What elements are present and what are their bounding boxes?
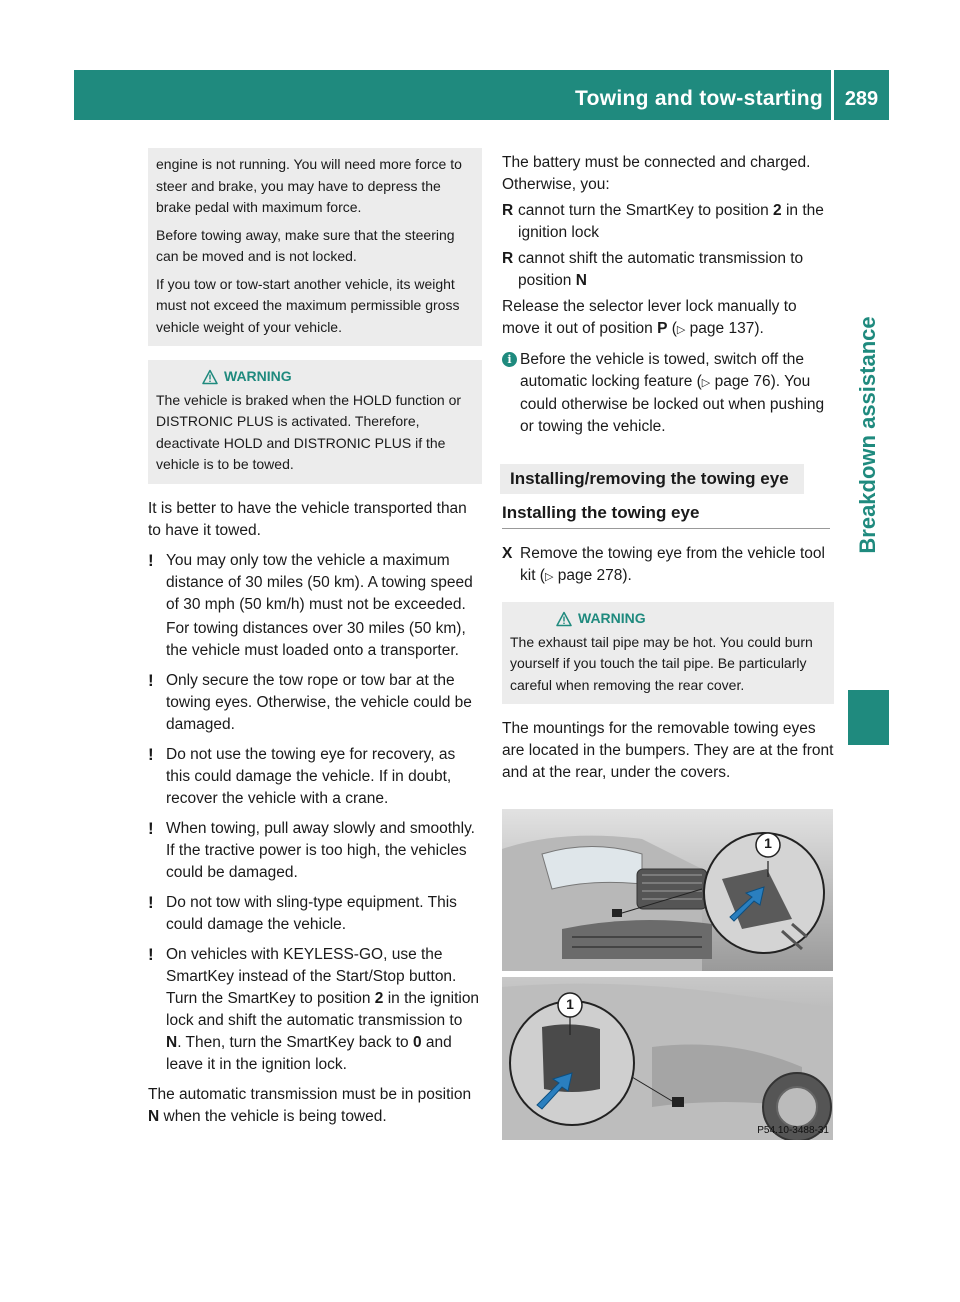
callout-number-1: 1: [566, 996, 574, 1012]
figure-code: P54.10-3488-31: [757, 1125, 829, 1136]
note-item: [148, 892, 482, 936]
front-bumper-photo: [502, 809, 833, 971]
step-marker: X: [502, 545, 513, 562]
page-number: 289: [834, 70, 889, 120]
note-item: [148, 818, 482, 884]
text-run: Remove the towing eye from the vehicle tool kit (: [520, 545, 825, 584]
note-text: When towing, pull away slowly and smoothly. If the tractive power is too high, the vehicles could be damaged.: [166, 819, 475, 881]
text-run: The automatic transmission must be in position: [148, 1085, 472, 1103]
page-reference: page 76). You could otherwise be locked out when pushing or towing the vehicle.: [520, 373, 825, 435]
text-run: . Then, turn the SmartKey back to: [177, 1033, 413, 1051]
side-tab-block: [848, 690, 889, 745]
exclamation-icon: !: [148, 892, 154, 912]
note-item: [148, 670, 482, 736]
outro-text: [148, 1084, 482, 1128]
note-item: [148, 550, 482, 662]
text-run: On vehicles with KEYLESS-GO, use the SmartKey instead of the Start/Stop button. Turn the SmartKey to position: [166, 945, 457, 1007]
warning-heading: [202, 366, 474, 388]
info-note: [502, 349, 834, 438]
page-reference: page 137).: [685, 320, 764, 337]
page-ref-arrow-icon: ▷: [701, 377, 711, 389]
exclamation-icon: !: [148, 670, 154, 690]
warning-label: WARNING: [578, 610, 646, 626]
note-text: [166, 944, 482, 1076]
text-run: and leave it in the ignition lock.: [166, 1033, 452, 1073]
page-ref-arrow-icon: ▷: [676, 324, 686, 336]
exclamation-icon: !: [148, 550, 154, 570]
warning-text: The vehicle is braked when the HOLD function or DISTRONIC PLUS is activated. Therefore, deactivate HOLD and DISTRONIC PLUS if the vehicle is to be towed.: [156, 391, 462, 472]
position-value: 2: [374, 989, 384, 1007]
warning-label: WARNING: [224, 368, 292, 384]
text-run: (: [667, 320, 677, 337]
note-item: [148, 744, 482, 810]
note-text: Only secure the tow rope or tow bar at the towing eyes. Otherwise, the vehicle could be damaged.: [166, 671, 472, 733]
text-run: Release the selector lever lock manually to move it out of position: [502, 298, 797, 337]
note-text: Do not use the towing eye for recovery, as this could damage the vehicle. If in doubt, recover the vehicle with a crane.: [166, 745, 456, 807]
release-text: [502, 296, 834, 341]
note-item-keyless: [148, 944, 482, 1076]
position-value: 0: [412, 1033, 422, 1051]
note-text: You may only tow the vehicle a maximum distance of 30 miles (50 km). A towing speed of 30 mph (50 km/h) must not be exceeded.: [166, 551, 473, 613]
instruction-step: [502, 543, 834, 588]
text-run: when the vehicle is being towed.: [159, 1107, 387, 1125]
position-value: 2: [773, 202, 782, 219]
warning-heading: [556, 608, 826, 630]
text-run: in the ignition lock and shift the automatic transmission to: [166, 989, 480, 1029]
exclamation-icon: !: [148, 944, 154, 964]
caution-text-3: If you tow or tow-start another vehicle, its weight must not exceed the maximum permissible gross vehicle weight of your vehicle.: [156, 275, 460, 335]
section-heading: Installing/removing the towing eye: [500, 464, 804, 494]
callout-number-1: 1: [764, 835, 772, 851]
warning-box-exhaust: [502, 602, 834, 704]
page-ref-arrow-icon: ▷: [544, 571, 554, 583]
bullet-item: [502, 248, 834, 292]
mountings-text: The mountings for the removable towing eyes are located in the bumpers. They are at the front and at the rear, under the covers.: [502, 720, 834, 781]
bullet-item: [502, 200, 834, 244]
left-column: [148, 152, 482, 1136]
warning-box-hold: [148, 360, 482, 484]
position-value: N: [166, 1033, 178, 1051]
side-tab-label: Breakdown assistance: [855, 316, 880, 554]
position-value: P: [657, 320, 668, 337]
battery-text: The battery must be connected and charged. Otherwise, you:: [502, 154, 811, 193]
warning-triangle-icon: [556, 611, 572, 627]
exclamation-icon: !: [148, 818, 154, 838]
exclamation-icon: !: [148, 744, 154, 764]
position-value: N: [575, 272, 587, 289]
text-run: Before the vehicle is towed, switch off the automatic locking feature (: [520, 351, 805, 390]
note-extra-text: For towing distances over 30 miles (50 km), the vehicle must loaded onto a transporter.: [166, 619, 466, 659]
caution-text-2: Before towing away, make sure that the steering can be moved and is not locked.: [156, 226, 455, 264]
subsection-heading: Installing the towing eye: [502, 502, 830, 529]
warning-text: The exhaust tail pipe may be hot. You could burn yourself if you touch the tail pipe. Be particularly careful when removing the rear cover.: [510, 633, 813, 693]
front-bumper-illustration: [502, 809, 833, 971]
caution-text-1: engine is not running. You will need more force to steer and brake, you may have to depress the brake pedal with maximum force.: [156, 156, 462, 215]
page-title: Towing and tow-starting: [575, 87, 823, 110]
note-text: Do not tow with sling-type equipment. This could damage the vehicle.: [166, 893, 457, 933]
caution-box: [148, 148, 482, 346]
text-run: in the ignition lock: [518, 202, 824, 241]
rear-bumper-photo: [502, 977, 833, 1140]
text-run: cannot shift the automatic transmission to position: [518, 250, 804, 289]
page-reference: page 278).: [553, 567, 632, 584]
text-run: cannot turn the SmartKey to position: [518, 202, 774, 219]
info-icon: i: [502, 352, 517, 367]
rear-bumper-illustration: [502, 977, 833, 1140]
position-value: N: [148, 1107, 160, 1125]
bullet-marker: R: [502, 250, 514, 267]
intro-text: It is better to have the vehicle transported than to have it towed.: [148, 499, 467, 539]
bullet-marker: R: [502, 202, 514, 219]
right-column: [502, 152, 834, 792]
warning-triangle-icon: [202, 369, 218, 385]
